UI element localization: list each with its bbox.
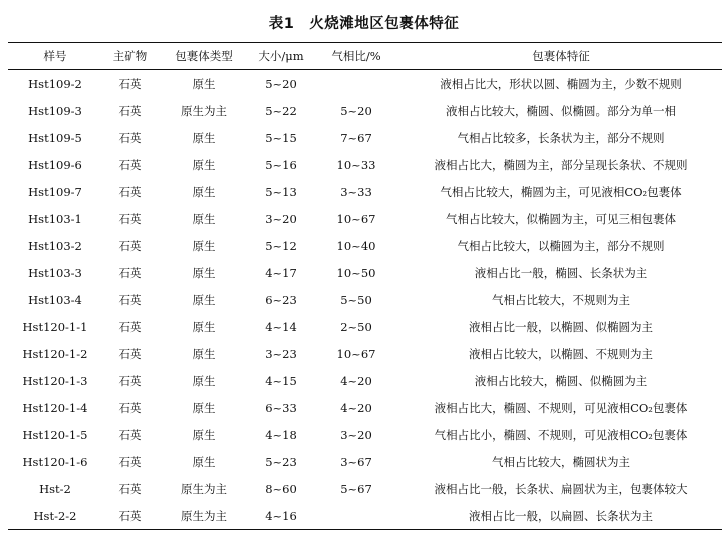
cell-sample-id: Hst120-1-5 (22, 427, 88, 442)
cell-sample-id: Hst109-2 (28, 76, 82, 91)
inclusion-table (8, 42, 722, 530)
cell-gas-ratio: 10~50 (336, 265, 376, 280)
cell-sample-id: Hst120-1-2 (22, 346, 88, 361)
cell-main-mineral: 石英 (118, 400, 142, 415)
table-row (8, 421, 722, 448)
cell-inclusion-type: 原生为主 (181, 481, 227, 496)
cell-inclusion-type: 原生 (192, 400, 216, 415)
cell-gas-ratio: 7~67 (340, 130, 372, 145)
cell-gas-ratio: 5~50 (340, 292, 372, 307)
cell-main-mineral: 石英 (118, 211, 142, 226)
cell-gas-ratio: 4~20 (340, 373, 372, 388)
table-header-row (8, 43, 722, 70)
table-row (8, 178, 722, 205)
cell-features: 液相占比大，形状以圆、椭圆为主，少数不规则 (440, 76, 682, 91)
cell-sample-id: Hst-2-2 (8, 502, 102, 530)
cell-sample-id: Hst120-1-4 (22, 400, 88, 415)
cell-main-mineral: 石英 (102, 502, 158, 530)
cell-gas-ratio: 10~40 (336, 238, 376, 253)
cell-inclusion-type: 原生 (192, 157, 216, 172)
column-header-size: 大小/μm (250, 43, 312, 70)
table-row (8, 448, 722, 475)
cell-main-mineral: 石英 (118, 427, 142, 442)
cell-features: 气相占比较多，长条状为主，部分不规则 (457, 130, 665, 145)
cell-main-mineral: 石英 (118, 481, 142, 496)
table-row (8, 70, 722, 98)
cell-main-mineral: 石英 (118, 76, 142, 91)
cell-features: 液相占比较大，椭圆、似椭圆。部分为单一相 (446, 103, 676, 118)
cell-gas-ratio: 3~67 (340, 454, 372, 469)
cell-size: 4~18 (265, 427, 297, 442)
column-header-sample-id: 样号 (8, 43, 102, 70)
cell-size: 5~16 (265, 157, 297, 172)
cell-features: 液相占比一般，以扁圆、长条状为主 (400, 502, 722, 530)
cell-size: 5~22 (265, 103, 297, 118)
table-row (8, 124, 722, 151)
cell-sample-id: Hst120-1-1 (22, 319, 88, 334)
cell-gas-ratio: 3~20 (340, 427, 372, 442)
cell-size: 4~14 (265, 319, 297, 334)
cell-size: 3~23 (265, 346, 297, 361)
cell-gas-ratio: 3~33 (340, 184, 372, 199)
cell-gas-ratio: 5~67 (340, 481, 372, 496)
cell-size: 4~17 (265, 265, 297, 280)
cell-main-mineral: 石英 (118, 238, 142, 253)
cell-main-mineral: 石英 (118, 454, 142, 469)
cell-size: 6~23 (265, 292, 297, 307)
cell-gas-ratio (312, 502, 400, 530)
cell-size: 5~23 (265, 454, 297, 469)
cell-sample-id: Hst-2 (39, 481, 71, 496)
cell-features: 气相占比较大，椭圆状为主 (492, 454, 630, 469)
cell-gas-ratio (312, 70, 400, 98)
table-row (8, 97, 722, 124)
cell-inclusion-type: 原生 (192, 130, 216, 145)
cell-inclusion-type: 原生 (192, 76, 216, 91)
cell-main-mineral: 石英 (118, 346, 142, 361)
table-row (8, 340, 722, 367)
cell-main-mineral: 石英 (118, 103, 142, 118)
cell-sample-id: Hst109-5 (28, 130, 82, 145)
table-row (8, 475, 722, 502)
table-row (8, 259, 722, 286)
column-header-main-mineral: 主矿物 (102, 43, 158, 70)
cell-features: 液相占比大，椭圆为主，部分呈现长条状、不规则 (434, 157, 688, 172)
cell-inclusion-type: 原生 (192, 373, 216, 388)
table-row (8, 313, 722, 340)
cell-inclusion-type: 原生 (192, 184, 216, 199)
cell-sample-id: Hst120-1-6 (22, 454, 88, 469)
cell-main-mineral: 石英 (118, 292, 142, 307)
table-row (8, 232, 722, 259)
cell-size: 5~12 (265, 238, 297, 253)
cell-features: 气相占比较大，似椭圆为主，可见三相包裹体 (446, 211, 676, 226)
table-row (8, 286, 722, 313)
cell-inclusion-type: 原生 (192, 292, 216, 307)
cell-features: 气相占比较大，不规则为主 (492, 292, 630, 307)
cell-gas-ratio: 10~33 (336, 157, 376, 172)
cell-features: 液相占比较大，椭圆、似椭圆为主 (474, 373, 648, 388)
table-title: 表1 火烧滩地区包裹体特征 (268, 16, 460, 32)
cell-gas-ratio: 5~20 (340, 103, 372, 118)
cell-main-mineral: 石英 (118, 157, 142, 172)
cell-sample-id: Hst103-1 (28, 211, 82, 226)
cell-sample-id: Hst103-2 (28, 238, 82, 253)
cell-inclusion-type: 原生为主 (181, 103, 227, 118)
cell-main-mineral: 石英 (118, 184, 142, 199)
cell-main-mineral: 石英 (118, 130, 142, 145)
cell-features: 液相占比一般，椭圆、长条状为主 (474, 265, 648, 280)
cell-inclusion-type: 原生为主 (158, 502, 250, 530)
column-header-inclusion-type: 包裹体类型 (158, 43, 250, 70)
column-header-gas-ratio: 气相比/% (312, 43, 400, 70)
table-row (8, 151, 722, 178)
cell-size: 8~60 (265, 481, 297, 496)
cell-features: 气相占比小，椭圆、不规则，可见液相CO₂包裹体 (434, 427, 688, 442)
table-body (8, 70, 722, 530)
cell-sample-id: Hst103-4 (28, 292, 82, 307)
cell-size: 4~16 (250, 502, 312, 530)
cell-features: 气相占比较大，椭圆为主，可见液相CO₂包裹体 (440, 184, 682, 199)
cell-features: 液相占比一般，长条状、扁圆状为主，包裹体较大 (434, 481, 688, 496)
cell-inclusion-type: 原生 (192, 346, 216, 361)
cell-sample-id: Hst109-6 (28, 157, 82, 172)
cell-sample-id: Hst109-3 (28, 103, 82, 118)
cell-main-mineral: 石英 (118, 373, 142, 388)
cell-size: 5~13 (265, 184, 297, 199)
cell-size: 5~15 (265, 130, 297, 145)
cell-inclusion-type: 原生 (192, 211, 216, 226)
table-row (8, 502, 722, 530)
cell-features: 液相占比大，椭圆、不规则，可见液相CO₂包裹体 (434, 400, 688, 415)
cell-size: 6~33 (265, 400, 297, 415)
cell-gas-ratio: 2~50 (340, 319, 372, 334)
cell-size: 4~15 (265, 373, 297, 388)
cell-sample-id: Hst120-1-3 (22, 373, 88, 388)
cell-inclusion-type: 原生 (192, 454, 216, 469)
cell-inclusion-type: 原生 (192, 238, 216, 253)
cell-gas-ratio: 10~67 (336, 211, 376, 226)
cell-features: 液相占比一般，以椭圆、似椭圆为主 (469, 319, 653, 334)
cell-inclusion-type: 原生 (192, 427, 216, 442)
table-row (8, 205, 722, 232)
column-header-features: 包裹体特征 (400, 43, 722, 70)
cell-features: 气相占比较大，以椭圆为主，部分不规则 (457, 238, 665, 253)
cell-gas-ratio: 10~67 (336, 346, 376, 361)
cell-features: 液相占比较大，以椭圆、不规则为主 (469, 346, 653, 361)
cell-main-mineral: 石英 (118, 265, 142, 280)
cell-inclusion-type: 原生 (192, 319, 216, 334)
cell-size: 5~20 (265, 76, 297, 91)
cell-gas-ratio: 4~20 (340, 400, 372, 415)
cell-sample-id: Hst103-3 (28, 265, 82, 280)
cell-size: 3~20 (265, 211, 297, 226)
table-row (8, 367, 722, 394)
cell-main-mineral: 石英 (118, 319, 142, 334)
cell-inclusion-type: 原生 (192, 265, 216, 280)
table-row (8, 394, 722, 421)
cell-sample-id: Hst109-7 (28, 184, 82, 199)
